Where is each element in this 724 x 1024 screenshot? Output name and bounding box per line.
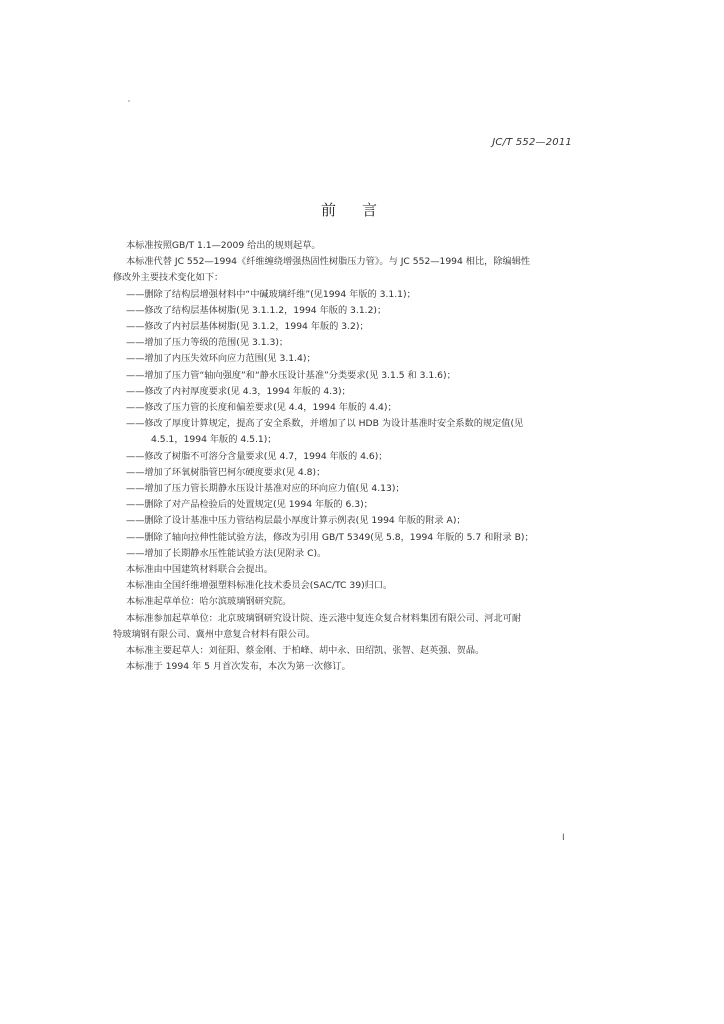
change-item: ——修改了内衬层基体树脂(见 3.1.2，1994 年版的 3.2)；: [126, 321, 369, 333]
paragraph-replaces-line1: 本标准代替 JC 552—1994《纤维缠绕增强热固性树脂压力管》。与 JC 552—1994 相比，除编辑性: [126, 256, 531, 268]
paragraph-drafter-unit: 本标准起草单位：哈尔滨玻璃钢研究院。: [126, 596, 292, 608]
paragraph-drafting-rules: 本标准按照GB/T 1.1—2009 给出的规则起草。: [126, 240, 321, 251]
paragraph-replaces-line2: 修改外主要技术变化如下：: [113, 272, 224, 284]
change-item: ——增加了长期静水压性能试验方法(见附录 C)。: [126, 547, 327, 559]
change-item: ——增加了压力管长期静水压设计基准对应的环向应力值(见 4.13)；: [126, 483, 405, 495]
page-title: 前言: [320, 201, 403, 219]
change-item-continuation: 4.5.1，1994 年版的 4.5.1)；: [151, 434, 277, 446]
change-item: ——修改了结构层基体树脂(见 3.1.1.2，1994 年版的 3.1.2)；: [126, 304, 387, 316]
change-item: ——增加了环氧树脂管巴柯尔硬度要求(见 4.8)；: [126, 466, 326, 478]
change-item: ——增加了压力管“轴向强度”和“静水压设计基准”分类要求(见 3.1.5 和 3.1.6)；: [126, 369, 456, 381]
change-item: ——删除了结构层增强材料中“中碱玻璃纤维”(见1994 年版的 3.1.1)；: [126, 288, 416, 300]
change-item: ——修改了厚度计算规定，提高了安全系数，并增加了以 HDB 为设计基准时安全系数的规定值(见: [126, 418, 524, 430]
change-item: ——删除了对产品检验后的处置规定(见 1994 年版的 6.3)；: [126, 499, 373, 511]
paragraph-history: 本标准于 1994 年 5 月首次发布，本次为第一次修订。: [126, 661, 351, 673]
change-item: ——修改了树脂不可溶分含量要求(见 4.7，1994 年版的 4.6)；: [126, 450, 388, 462]
paragraph-participants-line2: 特玻璃钢有限公司、冀州中意复合材料有限公司。: [113, 628, 316, 640]
paragraph-committee: 本标准由全国纤维增强塑料标准化技术委员会(SAC/TC 39)归口。: [126, 580, 393, 592]
paragraph-participants-line1: 本标准参加起草单位：北京玻璃钢研究设计院、连云港中复连众复合材料集团有限公司、河北可耐: [126, 612, 522, 624]
document-code: JC/T 552—2011: [492, 137, 572, 148]
scan-speck: [128, 100, 130, 102]
foreword-body: [113, 238, 588, 675]
change-item: ——修改了压力管的长度和偏差要求(见 4.4，1994 年版的 4.4)；: [126, 402, 397, 414]
paragraph-proposer: 本标准由中国建筑材料联合会提出。: [126, 564, 273, 576]
paragraph-drafters: 本标准主要起草人：刘征阳、蔡金刚、于柏峰、胡中永、田绍凯、张智、赵英强、贺晶。: [126, 645, 485, 657]
page-number: I: [562, 833, 565, 843]
change-item: ——增加了内压失效环向应力范围(见 3.1.4)；: [126, 353, 316, 365]
change-item: ——删除了设计基准中压力管结构层最小厚度计算示例表(见 1994 年版的附录 A)；: [126, 515, 466, 527]
change-item: ——增加了压力等级的范围(见 3.1.3)；: [126, 337, 289, 349]
change-item: ——删除了轴向拉伸性能试验方法，修改为引用 GB/T 5349(见 5.8，1994 年版的 5.7 和附录 B)；: [126, 531, 534, 543]
change-item: ——修改了内衬厚度要求(见 4.3，1994 年版的 4.3)；: [126, 385, 351, 397]
